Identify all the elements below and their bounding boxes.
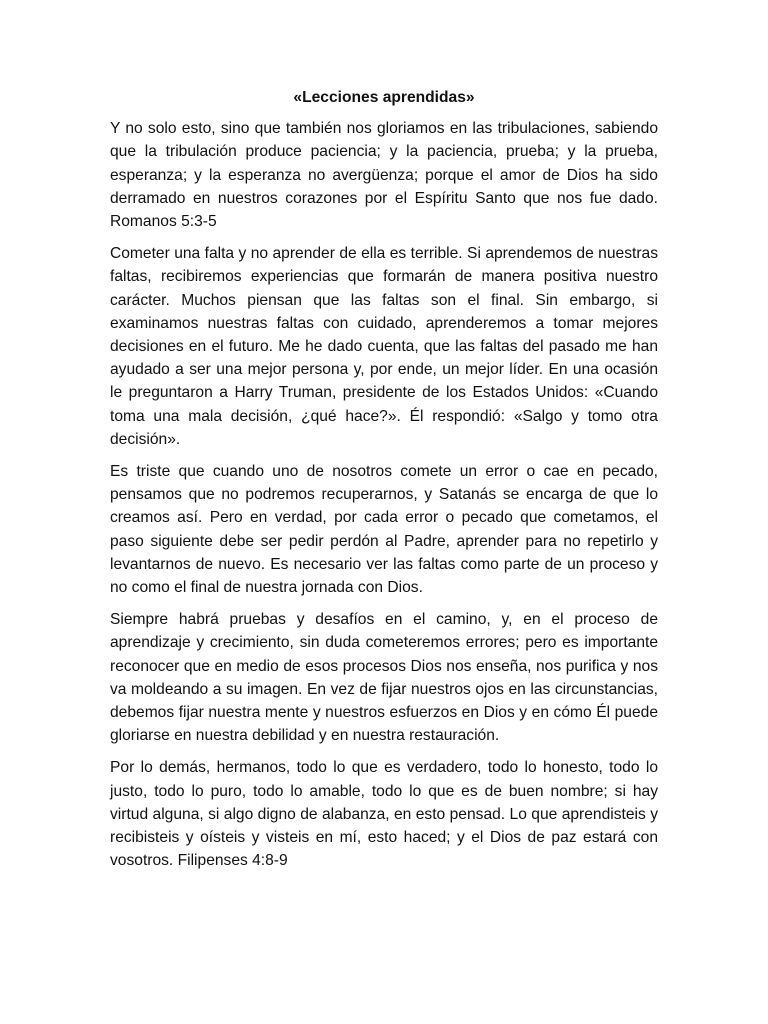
paragraph-pruebas: Siempre habrá pruebas y desafíos en el camino, y, en el proceso de aprendizaje y crecimiento, sin duda cometeremos errores; pero es importante reconocer que en medio de esos procesos Dios nos enseña, nos purifica y nos va moldeando a su imagen. En vez de fijar nuestros ojos en las circunstancias, debemos fijar nuestra mente y nuestros esfuerzos en Dios y en cómo Él puede gloriarse en nuestra debilidad y en nuestra restauración. [110, 611, 658, 745]
document-body [110, 86, 658, 882]
document-title: «Lecciones aprendidas» [293, 89, 475, 106]
paragraph-error-pecado: Es triste que cuando uno de nosotros comete un error o cae en pecado, pensamos que no podremos recuperarnos, y Satanás se encarga de que lo creamos así. Pero en verdad, por cada error o pecado que cometamos, el paso siguiente debe ser pedir perdón al Padre, aprender para no repetirlo y levantarnos de nuevo. Es necesario ver las faltas como parte de un proceso y no como el final de nuestra jornada con Dios. [110, 463, 658, 597]
paragraph-filipenses: Por lo demás, hermanos, todo lo que es verdadero, todo lo honesto, todo lo justo, todo lo puro, todo lo amable, todo lo que es de buen nombre; si hay virtud alguna, si algo digno de alabanza, en esto pensad. Lo que aprendisteis y recibisteis y oísteis y visteis en mí, esto haced; y el Dios de paz estará con vosotros. Filipenses 4:8-9 [110, 759, 658, 870]
paragraph-romanos: Y no solo esto, sino que también nos gloriamos en las tribulaciones, sabiendo que la tribulación produce paciencia; y la paciencia, prueba; y la prueba, esperanza; y la esperanza no avergüenza; porque el amor de Dios ha sido derramado en nuestros corazones por el Espíritu Santo que nos fue dado. Romanos 5:3-5 [110, 120, 658, 231]
paragraph-faltas: Cometer una falta y no aprender de ella es terrible. Si aprendemos de nuestras faltas, recibiremos experiencias que formarán de manera positiva nuestro carácter. Muchos piensan que las faltas son el final. Sin embargo, si examinamos nuestras faltas con cuidado, aprenderemos a tomar mejores decisiones en el futuro. Me he dado cuenta, que las faltas del pasado me han ayudado a ser una mejor persona y, por ende, un mejor líder. En una ocasión le preguntaron a Harry Truman, presidente de los Estados Unidos: «Cuando toma una mala decisión, ¿qué hace?». Él respondió: «Salgo y tomo otra decisión». [110, 245, 658, 448]
